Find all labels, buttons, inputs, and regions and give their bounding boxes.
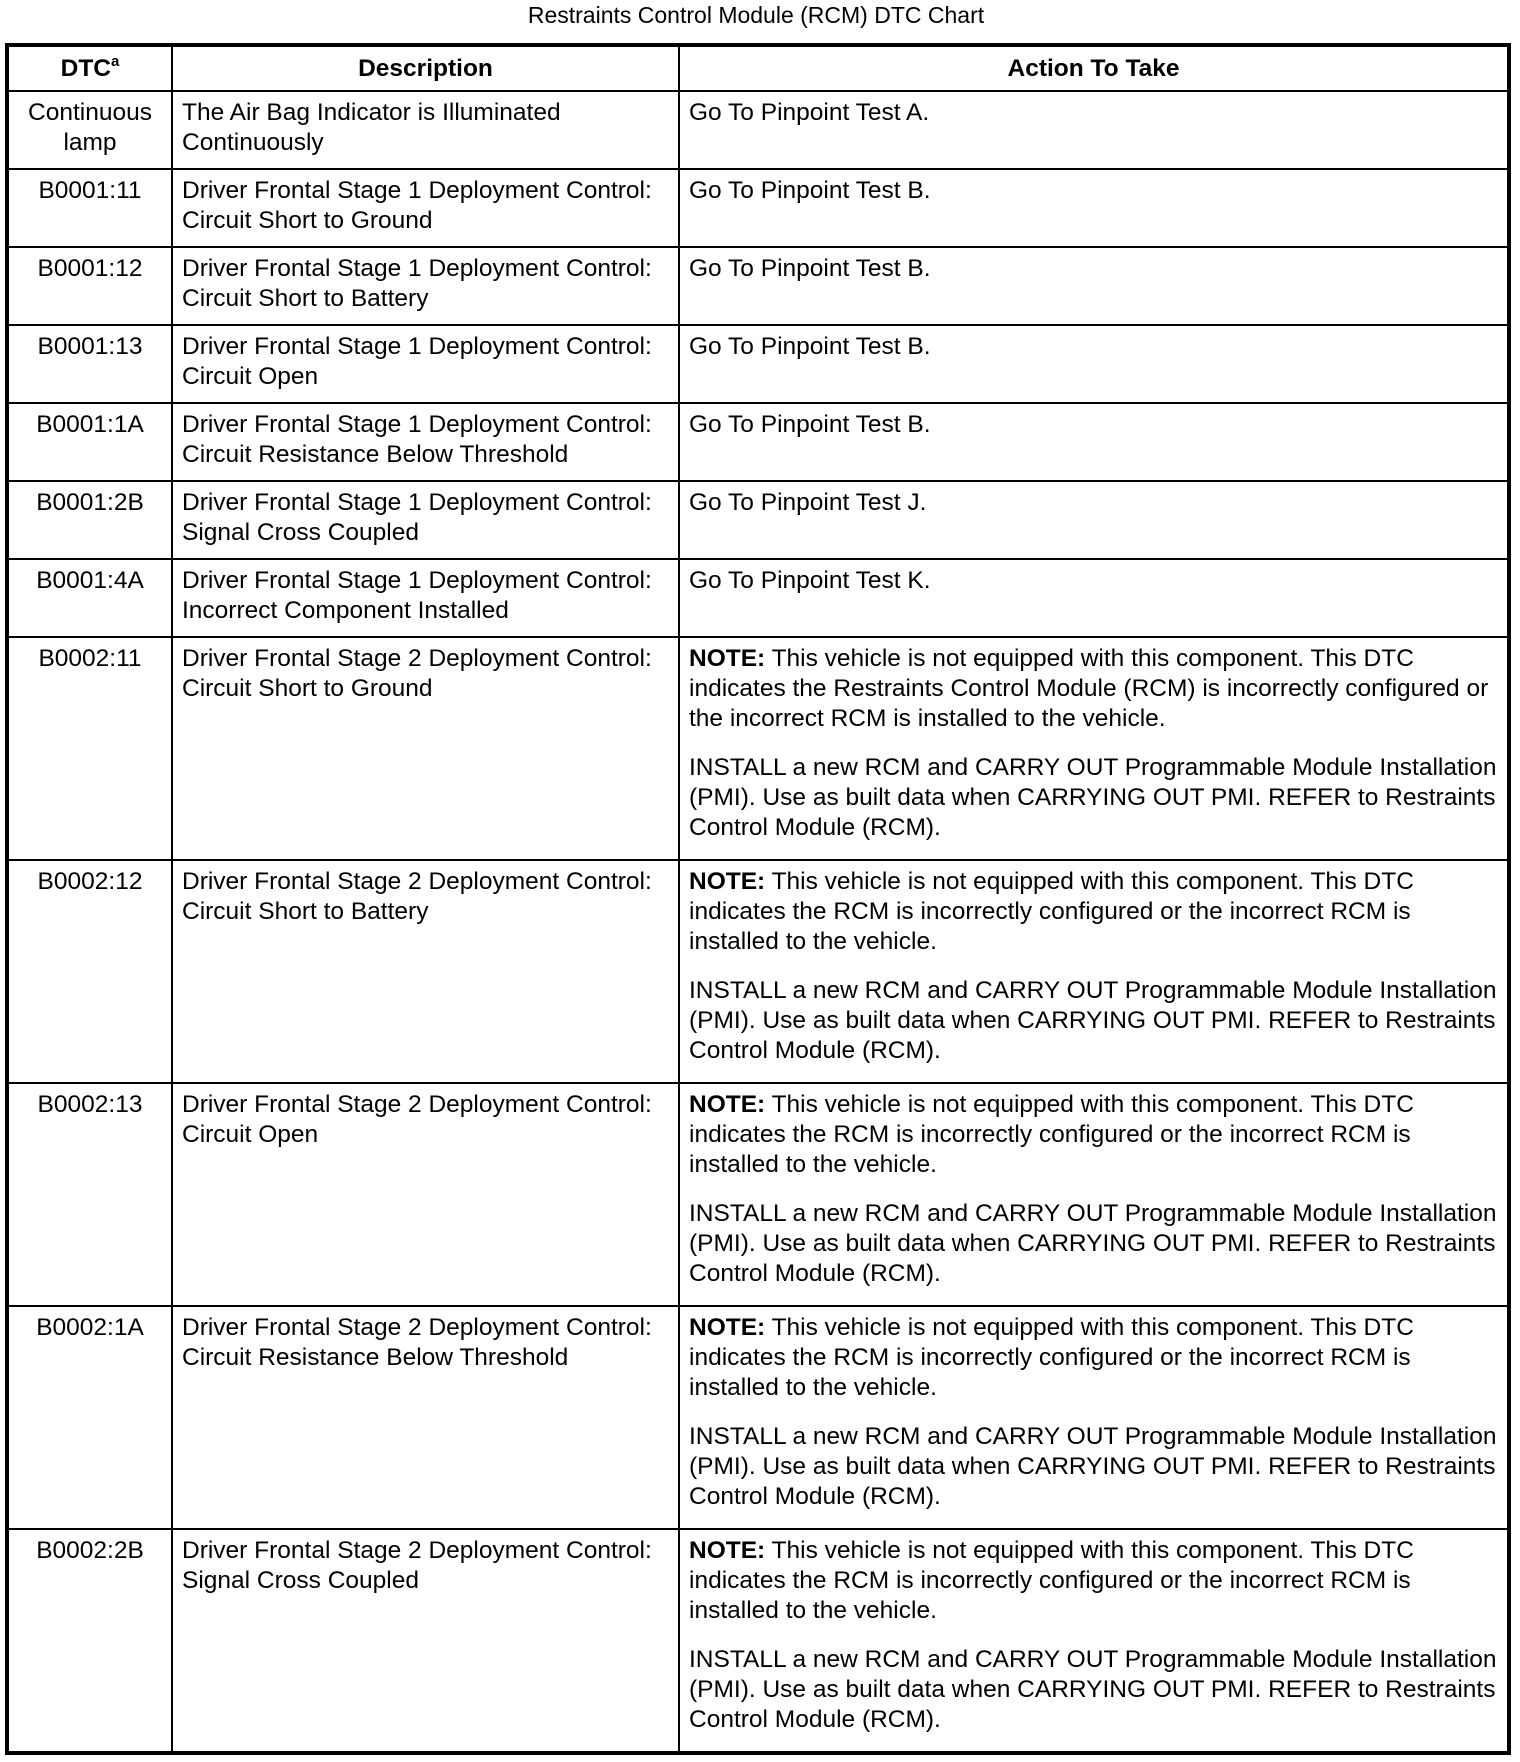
- dtc-description: Driver Frontal Stage 1 Deployment Control: Signal Cross Coupled: [172, 481, 679, 559]
- header-dtc: [7, 45, 172, 91]
- table-row: [7, 325, 1509, 403]
- dtc-description: Driver Frontal Stage 2 Deployment Control: Circuit Short to Ground: [172, 637, 679, 860]
- dtc-code: B0001:13: [7, 325, 172, 403]
- note-text: This vehicle is not equipped with this component. This DTC indicates the RCM is incorrectly configured or the incorrect RCM is installed to the vehicle.: [689, 1314, 1414, 1401]
- dtc-action: Go To Pinpoint Test J.: [679, 481, 1509, 559]
- note-paragraph: [689, 867, 1499, 957]
- page-title: Restraints Control Module (RCM) DTC Chart: [527, 2, 985, 28]
- dtc-description: Driver Frontal Stage 2 Deployment Control: Circuit Short to Battery: [172, 860, 679, 1083]
- dtc-action: Go To Pinpoint Test A.: [679, 91, 1509, 169]
- action-paragraph: INSTALL a new RCM and CARRY OUT Programmable Module Installation (PMI). Use as built data when CARRYING OUT PMI. REFER to Restraints Control Module (RCM).: [689, 1200, 1497, 1287]
- note-text: This vehicle is not equipped with this component. This DTC indicates the RCM is incorrectly configured or the incorrect RCM is installed to the vehicle.: [689, 1091, 1414, 1178]
- dtc-description: Driver Frontal Stage 1 Deployment Control: Circuit Short to Ground: [172, 169, 679, 247]
- dtc-description: Driver Frontal Stage 2 Deployment Control: Circuit Resistance Below Threshold: [172, 1306, 679, 1529]
- dtc-code: B0002:1A: [7, 1306, 172, 1529]
- table-row: [7, 481, 1509, 559]
- dtc-code: B0002:12: [7, 860, 172, 1083]
- dtc-code: B0002:13: [7, 1083, 172, 1306]
- table-row: [7, 1083, 1509, 1306]
- dtc-action: Go To Pinpoint Test B.: [679, 169, 1509, 247]
- dtc-description: The Air Bag Indicator is Illuminated Continuously: [172, 91, 679, 169]
- dtc-code: B0002:2B: [7, 1529, 172, 1753]
- dtc-description: Driver Frontal Stage 1 Deployment Control: Circuit Resistance Below Threshold: [172, 403, 679, 481]
- table-header-row: [7, 45, 1509, 91]
- dtc-description: Driver Frontal Stage 2 Deployment Control: Signal Cross Coupled: [172, 1529, 679, 1753]
- dtc-action: [679, 637, 1509, 860]
- note-text: This vehicle is not equipped with this component. This DTC indicates the Restraints Control Module (RCM) is incorrectly configured or the incorrect RCM is installed to the vehicle.: [689, 645, 1489, 732]
- note-label: NOTE:: [689, 1091, 766, 1118]
- header-action: Action To Take: [679, 45, 1509, 91]
- table-row: [7, 860, 1509, 1083]
- footnote-marker: a: [111, 52, 120, 70]
- table-row: [7, 403, 1509, 481]
- note-label: NOTE:: [689, 1314, 766, 1341]
- note-label: NOTE:: [689, 1537, 766, 1564]
- table-row: [7, 559, 1509, 637]
- dtc-description: Driver Frontal Stage 1 Deployment Control: Circuit Open: [172, 325, 679, 403]
- dtc-code: B0001:1A: [7, 403, 172, 481]
- dtc-description: Driver Frontal Stage 2 Deployment Control: Circuit Open: [172, 1083, 679, 1306]
- dtc-action: Go To Pinpoint Test B.: [679, 247, 1509, 325]
- dtc-code: B0001:12: [7, 247, 172, 325]
- note-paragraph: [689, 1090, 1499, 1180]
- action-paragraph: INSTALL a new RCM and CARRY OUT Programmable Module Installation (PMI). Use as built data when CARRYING OUT PMI. REFER to Restraints Control Module (RCM).: [689, 1423, 1497, 1510]
- dtc-action: [679, 1306, 1509, 1529]
- note-label: NOTE:: [689, 645, 766, 672]
- header-description: Description: [172, 45, 679, 91]
- table-row: [7, 91, 1509, 169]
- dtc-action: [679, 1529, 1509, 1753]
- dtc-code: B0001:11: [7, 169, 172, 247]
- dtc-action: Go To Pinpoint Test K.: [679, 559, 1509, 637]
- dtc-code: B0001:4A: [7, 559, 172, 637]
- action-paragraph: INSTALL a new RCM and CARRY OUT Programmable Module Installation (PMI). Use as built data when CARRYING OUT PMI. REFER to Restraints Control Module (RCM).: [689, 1646, 1497, 1733]
- note-label: NOTE:: [689, 868, 766, 895]
- dtc-description: Driver Frontal Stage 1 Deployment Control: Incorrect Component Installed: [172, 559, 679, 637]
- table-row: [7, 637, 1509, 860]
- dtc-action: [679, 1083, 1509, 1306]
- note-paragraph: [689, 644, 1499, 734]
- table-row: [7, 1529, 1509, 1753]
- table-row: [7, 247, 1509, 325]
- note-paragraph: [689, 1313, 1499, 1403]
- dtc-action: Go To Pinpoint Test B.: [679, 325, 1509, 403]
- dtc-chart-table: [5, 43, 1511, 1755]
- header-dtc-label: DTC: [60, 54, 111, 82]
- table-row: [7, 169, 1509, 247]
- dtc-description: Driver Frontal Stage 1 Deployment Control: Circuit Short to Battery: [172, 247, 679, 325]
- note-paragraph: [689, 1536, 1499, 1626]
- dtc-code: B0001:2B: [7, 481, 172, 559]
- note-text: This vehicle is not equipped with this component. This DTC indicates the RCM is incorrectly configured or the incorrect RCM is installed to the vehicle.: [689, 1537, 1414, 1624]
- table-row: [7, 1306, 1509, 1529]
- dtc-action: Go To Pinpoint Test B.: [679, 403, 1509, 481]
- action-paragraph: INSTALL a new RCM and CARRY OUT Programmable Module Installation (PMI). Use as built data when CARRYING OUT PMI. REFER to Restraints Control Module (RCM).: [689, 977, 1497, 1064]
- note-text: This vehicle is not equipped with this component. This DTC indicates the RCM is incorrectly configured or the incorrect RCM is installed to the vehicle.: [689, 868, 1414, 955]
- dtc-action: [679, 860, 1509, 1083]
- dtc-code: Continuous lamp: [7, 91, 172, 169]
- dtc-code: B0002:11: [7, 637, 172, 860]
- action-paragraph: INSTALL a new RCM and CARRY OUT Programmable Module Installation (PMI). Use as built data when CARRYING OUT PMI. REFER to Restraints Control Module (RCM).: [689, 754, 1497, 841]
